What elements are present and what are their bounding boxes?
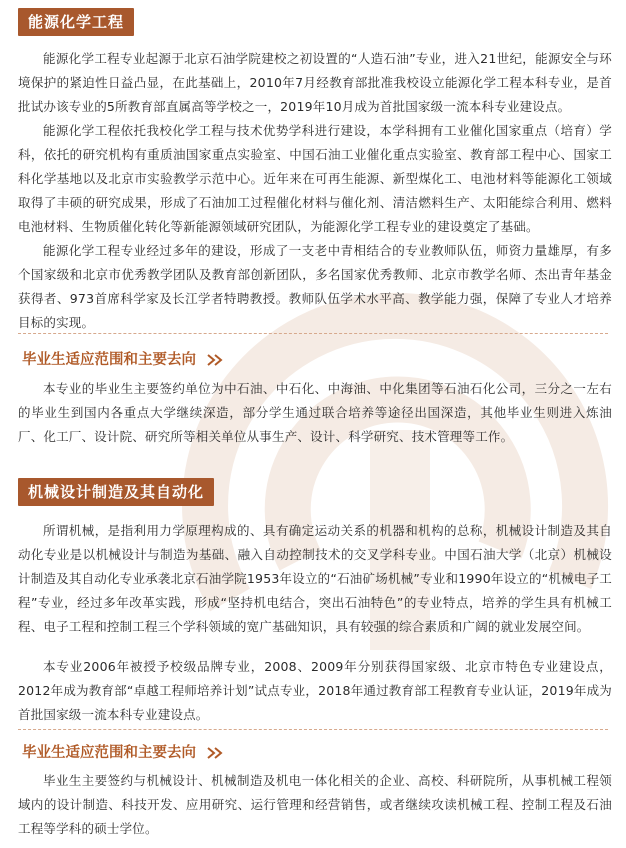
paragraph: 能源化学工程专业经过多年的建设，形成了一支老中青相结合的专业教师队伍，师资力量雄厚，有多个国家级和北京市优秀教学团队及教育部创新团队，多名国家优秀教师、北京市教学名师、杰出青年基金获得者、973首席科学家及长江学者特聘教授。教师队伍学术水平高、教学能力强，保障了专业人才培养目标的实现。 bbox=[18, 243, 612, 330]
section-title-energy-chemical: 能源化学工程 bbox=[18, 8, 134, 36]
career-heading-label: 毕业生适应范围和主要去向 bbox=[22, 352, 196, 368]
section-title-mechanical: 机械设计制造及其自动化 bbox=[18, 478, 214, 506]
career-heading bbox=[22, 349, 226, 371]
double-chevron-right-icon bbox=[206, 353, 226, 367]
career-heading bbox=[22, 742, 226, 764]
career-heading-label: 毕业生适应范围和主要去向 bbox=[22, 745, 196, 761]
paragraph: 能源化学工程依托我校化学工程与技术优势学科进行建设，本学科拥有工业催化国家重点（培育）学科，依托的研究机构有重质油国家重点实验室、中国石油工业催化重点实验室、教育部工程中心、国家工科化学基地以及北京市实验教学示范中心。近年来在可再生能源、新型煤化工、电池材料等能源化工领域取得了丰硕的研究成果，形成了石油加工过程催化材料与催化剂、清洁燃料生产、太阳能综合利用、燃料电池材料、生物质催化转化等新能源领域研究团队，为能源化学工程专业的建设奠定了基础。 bbox=[18, 123, 612, 234]
divider bbox=[18, 333, 608, 334]
divider bbox=[18, 729, 608, 730]
paragraph: 毕业生主要签约与机械设计、机械制造及机电一体化相关的企业、高校、科研院所，从事机械工程领域内的设计制造、科技开发、应用研究、运行管理和经营销售，或者继续攻读机械工程、控制工程及石油工程等学科的硕士学位。 bbox=[18, 773, 612, 836]
paragraph: 所谓机械，是指利用力学原理构成的、具有确定运动关系的机器和机构的总称，机械设计制造及其自动化专业是以机械设计与制造为基础、融入自动控制技术的交叉学科专业。中国石油大学（北京）机械设计制造及其自动化专业承袭北京石油学院1953年设立的“石油矿场机械”专业和1990年设立的“机械电子工程”专业，经过多年改革实践，形成“坚持机电结合，突出石油特色”的专业特点，培养的学生具有机械工程、电子工程和控制工程三个学科领域的宽广基础知识，具有较强的综合素质和广阔的就业发展空间。 bbox=[18, 523, 612, 634]
double-chevron-right-icon bbox=[206, 746, 226, 760]
paragraph: 能源化学工程专业起源于北京石油学院建校之初设置的“人造石油”专业，进入21世纪，能源安全与环境保护的紧迫性日益凸显，在此基础上，2010年7月经教育部批准我校设立能源化学工程本科专业，是首批试办该专业的5所教育部直属高等学校之一，2019年10月成为首批国家级一流本科专业建设点。 bbox=[18, 51, 612, 114]
paragraph: 本专业的毕业生主要签约单位为中石油、中石化、中海油、中化集团等石油石化公司，三分之一左右的毕业生到国内各重点大学继续深造，部分学生通过联合培养等途径出国深造，其他毕业生则进入炼油厂、化工厂、设计院、研究所等相关单位从事生产、设计、科学研究、技术管理等工作。 bbox=[18, 381, 612, 444]
paragraph: 本专业2006年被授予校级品牌专业，2008、2009年分别获得国家级、北京市特色专业建设点，2012年成为教育部“卓越工程师培养计划”试点专业，2018年通过教育部工程教育专业认证，2019年成为首批国家级一流本科专业建设点。 bbox=[18, 659, 612, 722]
